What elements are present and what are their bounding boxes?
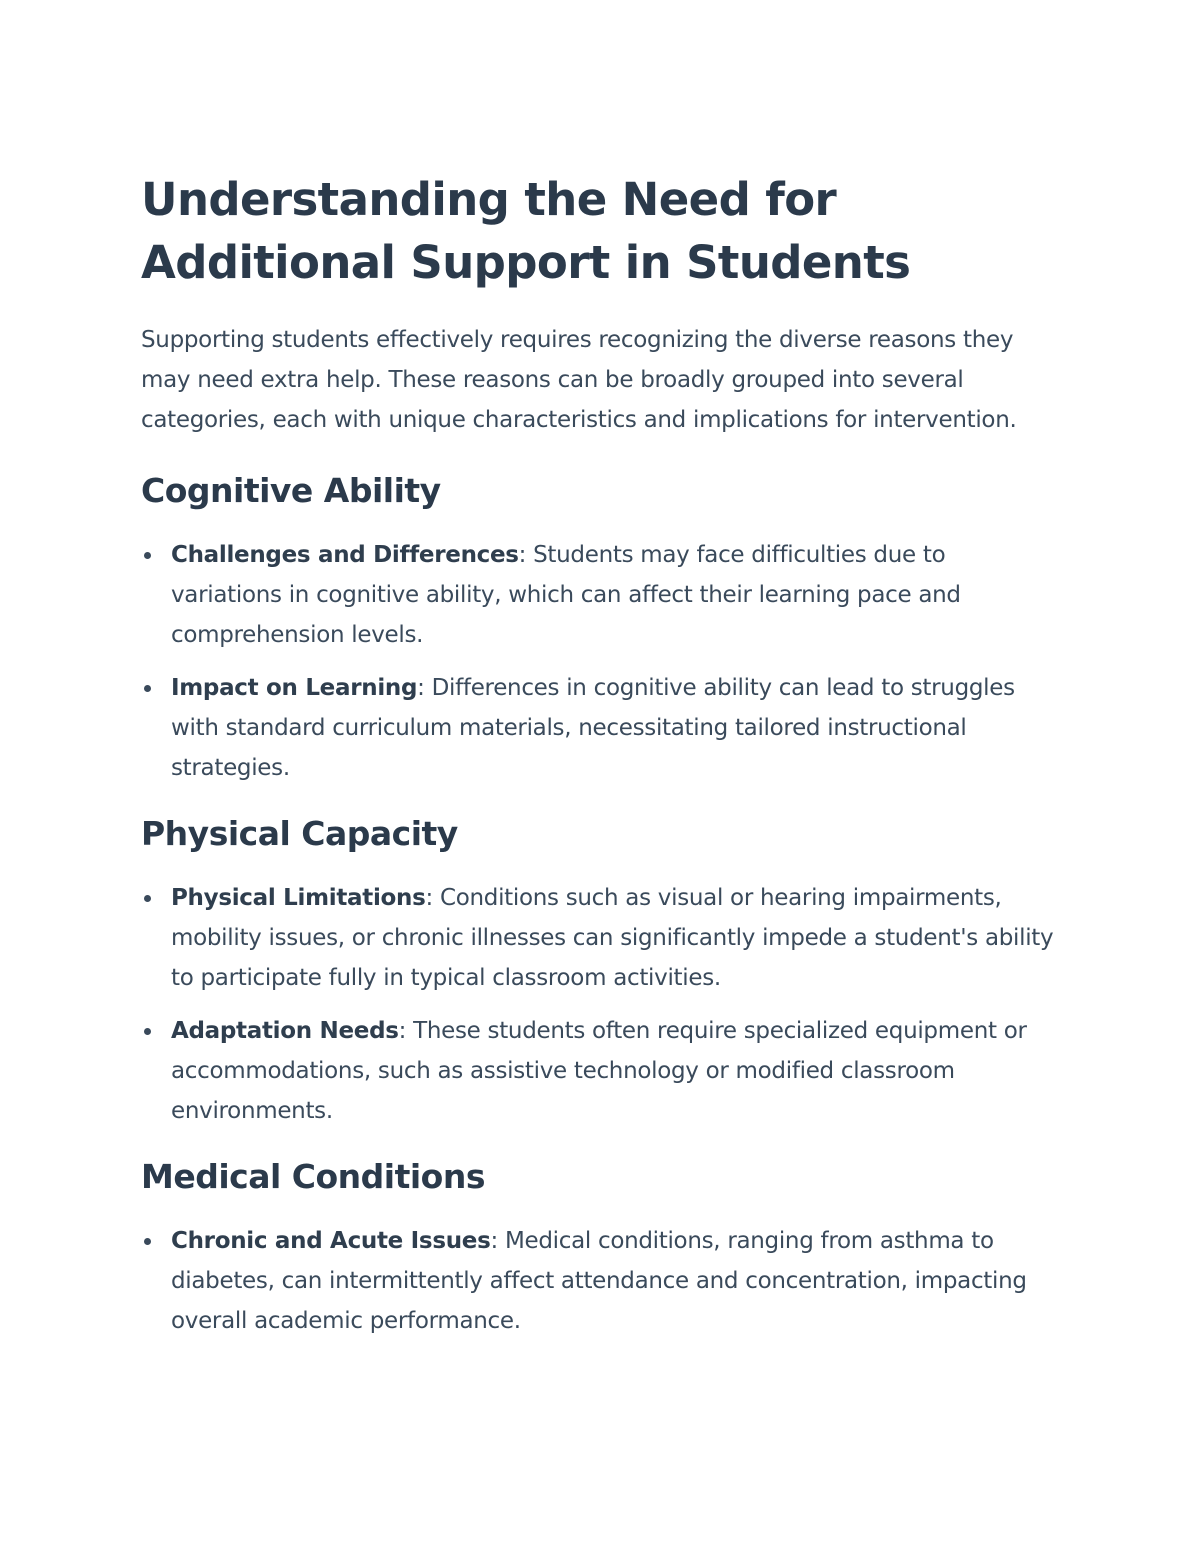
section-physical-capacity xyxy=(141,810,1060,1131)
item-term: Physical Limitations xyxy=(171,885,426,911)
list-item xyxy=(141,668,1060,788)
section-heading: Medical Conditions xyxy=(141,1157,485,1196)
section-medical-conditions xyxy=(141,1153,1060,1341)
list-item xyxy=(141,878,1060,998)
bullet-icon xyxy=(144,1238,151,1245)
section-heading: Physical Capacity xyxy=(141,814,458,853)
section-cognitive-ability xyxy=(141,467,1060,788)
item-term: Chronic and Acute Issues xyxy=(171,1228,491,1254)
item-term: Challenges and Differences xyxy=(171,542,519,568)
item-text: : These students often require specialized equipment or accommodations, such as assistive technology or modified classroom environments. xyxy=(171,1018,1027,1124)
bullet-list xyxy=(141,878,1060,1131)
bullet-icon xyxy=(144,685,151,692)
page-title: Understanding the Need for Additional Support in Students xyxy=(141,173,911,289)
list-item xyxy=(141,535,1060,655)
item-text: : Students may face difficulties due to variations in cognitive ability, which can affect their learning pace and comprehension levels. xyxy=(171,542,961,648)
bullet-list xyxy=(141,535,1060,788)
item-term: Impact on Learning xyxy=(171,675,418,701)
list-item xyxy=(141,1221,1060,1341)
bullet-icon xyxy=(144,1028,151,1035)
bullet-icon xyxy=(144,552,151,559)
bullet-icon xyxy=(144,895,151,902)
item-term: Adaptation Needs xyxy=(171,1018,399,1044)
bullet-list xyxy=(141,1221,1060,1341)
list-item xyxy=(141,1011,1060,1131)
intro-paragraph: Supporting students effectively requires recognizing the diverse reasons they may need extra help. These reasons can be broadly grouped into several categories, each with unique characteristics and implications for intervention. xyxy=(141,327,1017,433)
item-text: : Differences in cognitive ability can lead to struggles with standard curriculum materials, necessitating tailored instructional strategies. xyxy=(171,675,1015,781)
item-text: : Conditions such as visual or hearing impairments, mobility issues, or chronic illnesses can significantly impede a student's ability to participate fully in typical classroom activities. xyxy=(171,885,1054,991)
item-text: : Medical conditions, ranging from asthma to diabetes, can intermittently affect attendance and concentration, impacting overall academic performance. xyxy=(171,1228,1027,1334)
section-heading: Cognitive Ability xyxy=(141,471,441,510)
